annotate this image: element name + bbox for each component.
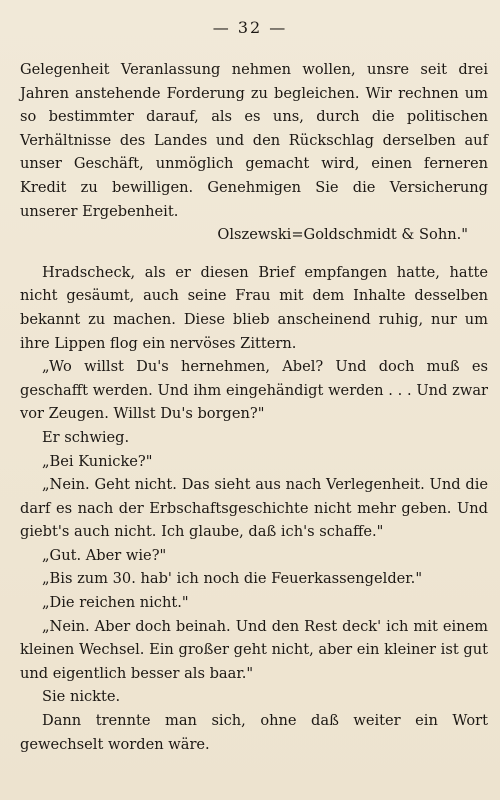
paragraph-gap [20, 247, 488, 261]
narrative-paragraph: Hradscheck, als er diesen Brief empfangen hatte, hatte nicht gesäumt, auch seine Frau mit dem Inhalte desselben bekannt zu machen. Diese blieb anscheinend ruhig, nur um ihre Lippen flog ein nervöses Zittern. [20, 263, 488, 352]
letter-closing-paragraph: Gelegenheit Veranlassung nehmen wollen, unsre seit drei Jahren anstehende Forderung zu begleichen. Wir rechnen um so bestimmter darauf, als es uns, durch die politischen Verhältnisse des Landes und den Rückschlag derselben auf unser Geschäft, unmöglich gemacht wird, einen ferneren Kredit zu bewilligen. Genehmigen Sie die Versicherung unserer Ergebenheit. [20, 61, 488, 220]
dialogue-paragraph: „Bei Kunicke?" [42, 452, 153, 470]
dialogue-paragraph: „Gut. Aber wie?" [42, 546, 167, 564]
dialogue-paragraph: „Nein. Aber doch beinah. Und den Rest deck' ich mit einem kleinen Wechsel. Ein großer geht nicht, aber ein kleiner ist gut und eigentlich besser als baar." [20, 617, 488, 682]
page-body [20, 58, 488, 756]
letter-signature: Olszewski=Goldschmidt & Sohn." [217, 226, 468, 244]
narrative-paragraph: Dann trennte man sich, ohne daß weiter ein Wort gewechselt worden wäre. [20, 712, 488, 753]
page-number: — 32 — [212, 18, 288, 37]
dialogue-paragraph: Er schwieg. [42, 428, 130, 446]
dialogue-paragraph: „Nein. Geht nicht. Das sieht aus nach Verlegenheit. Und die darf es nach der Erbschaftsgeschichte nicht mehr geben. Und giebt's auch nicht. Ich glaube, daß ich's schaffe." [20, 476, 488, 541]
dialogue-paragraph: „Die reichen nicht." [42, 594, 189, 612]
dialogue-paragraph: „Wo willst Du's hernehmen, Abel? Und doch muß es geschafft werden. Und ihm eingehändigt werden . . . Und zwar vor Zeugen. Willst Du's borgen?" [20, 358, 488, 423]
dialogue-paragraph: Sie nickte. [42, 688, 121, 706]
dialogue-paragraph: „Bis zum 30. hab' ich noch die Feuerkassengelder." [42, 570, 423, 588]
